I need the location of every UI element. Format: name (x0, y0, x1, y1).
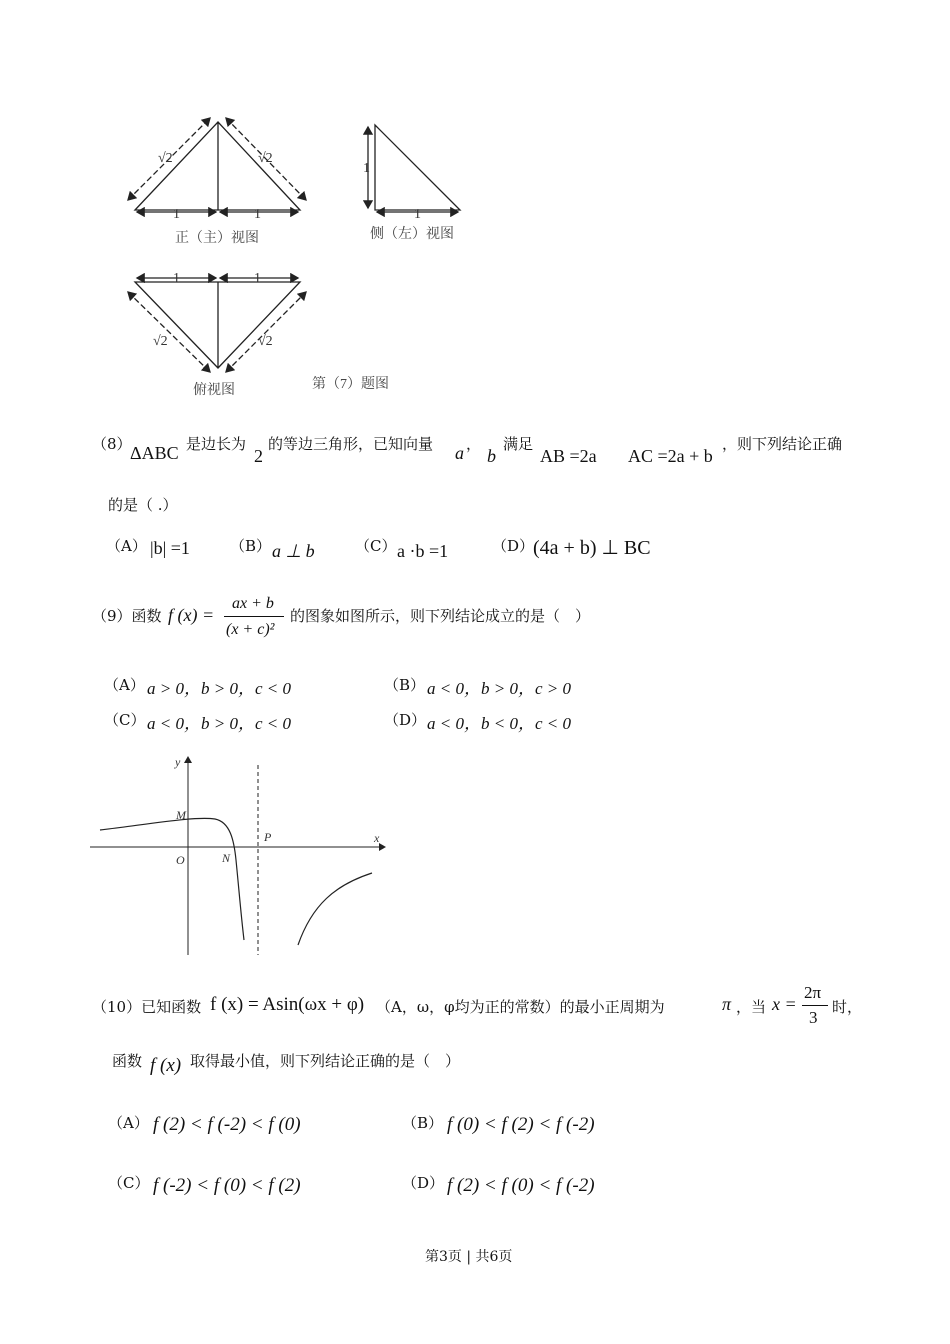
point-m-label: M (176, 808, 186, 822)
q9-option-b-label: （B） (384, 676, 426, 694)
q9-denominator: (x + c)² (226, 621, 275, 638)
y-axis-label: y (175, 755, 181, 769)
q10-option-b-label: （B） (402, 1114, 444, 1132)
dim-label: √2 (153, 334, 168, 349)
top-view-caption: 俯视图 (193, 383, 235, 398)
q8-text: 满足 (503, 435, 534, 453)
q10-text: ，当 (736, 998, 767, 1016)
q8-text: ，则下列结论正确 (722, 435, 843, 453)
q10-number: （10）已知函数 (92, 998, 202, 1016)
front-view (128, 118, 306, 212)
q10-text: （A，ω，φ均为正的常数）的最小正周期为 (376, 998, 665, 1016)
front-view-caption: 正（主）视图 (175, 231, 259, 246)
fraction-bar (224, 616, 284, 617)
q8-option-c-label: （C） (355, 537, 397, 555)
dim-label: √2 (158, 151, 173, 166)
q10-function-2: f (x) (150, 1055, 182, 1076)
q10-fraction-numerator: 2π (804, 983, 822, 1002)
q8-text: 的是（ .） (108, 496, 178, 514)
dim-label: 1 (173, 271, 180, 286)
point-n-label: N (222, 851, 231, 865)
q10-text: 函数 (112, 1052, 143, 1070)
q10-option-b: f (0) < f (2) < f (-2) (447, 1114, 595, 1135)
top-view (128, 278, 306, 372)
q10-text: 时， (832, 998, 863, 1016)
q8-text: 是边长为 (186, 435, 247, 453)
origin-label: O (176, 853, 185, 867)
q9-option-a: a > 0，b > 0，c < 0 (147, 679, 291, 698)
q8-vector-a: a (455, 443, 464, 463)
q9-number: （9）函数 (92, 607, 162, 625)
q10-option-c-label: （C） (108, 1174, 150, 1192)
q8-option-d: (4a + b) ⊥ BC (533, 537, 651, 559)
q8-option-a-label: （A） (106, 537, 147, 555)
q8-equation-2: AC =2a + b (628, 446, 713, 466)
q10-pi: π (722, 994, 732, 1014)
dim-label: √2 (258, 334, 273, 349)
function-graph (90, 755, 385, 955)
q10-option-c: f (-2) < f (0) < f (2) (153, 1175, 301, 1196)
page-footer: 第3页 | 共6页 (425, 1249, 513, 1265)
q10-option-a-label: （A） (108, 1114, 149, 1132)
q10-function: f (x) = Asin(ωx + φ) (210, 994, 365, 1015)
dim-label: 1 (414, 207, 421, 222)
side-view (368, 125, 460, 212)
x-axis-label: x (374, 831, 380, 845)
dim-label: 1 (173, 207, 180, 222)
q10-x: x = (772, 994, 797, 1014)
q9-numerator: ax + b (232, 595, 274, 612)
q8-option-b-label: （B） (230, 537, 272, 555)
q8-option-d-label: （D） (492, 537, 535, 555)
q9-function: f (x) = (168, 605, 215, 625)
q9-option-a-label: （A） (104, 676, 145, 694)
dim-label: 1 (254, 207, 261, 222)
q10-option-d: f (2) < f (0) < f (-2) (447, 1175, 595, 1196)
q8-vector-b: b (487, 446, 496, 466)
q8-option-b: a ⊥ b (272, 541, 315, 561)
q9-option-c-label: （C） (104, 711, 146, 729)
q9-option-d-label: （D） (384, 711, 427, 729)
q9-text: 的图象如图所示，则下列结论成立的是（ ） (290, 607, 591, 625)
q10-text: 取得最小值，则下列结论正确的是（ ） (190, 1052, 461, 1070)
side-view-caption: 侧（左）视图 (370, 227, 454, 242)
q8-value: 2 (254, 446, 263, 466)
q8-triangle: ΔABC (130, 443, 179, 463)
q8-equation-1: AB =2a (540, 446, 597, 466)
q8-option-a: |b| =1 (150, 538, 190, 558)
q9-option-b: a < 0，b > 0，c > 0 (427, 679, 571, 698)
q10-fraction-denominator: 3 (809, 1008, 818, 1027)
figure-caption: 第（7）题图 (312, 377, 389, 392)
dim-label: 1 (363, 161, 370, 176)
point-p-label: P (264, 830, 272, 844)
q8-text: 的等边三角形，已知向量 (268, 435, 434, 453)
q8-option-c: a ·b =1 (397, 541, 449, 561)
q8-number: （8） (92, 435, 132, 453)
q9-option-d: a < 0，b < 0，c < 0 (427, 714, 571, 733)
dim-label: 1 (254, 271, 261, 286)
q8-text: ， (466, 435, 482, 453)
fraction-bar (802, 1005, 828, 1006)
q10-option-d-label: （D） (402, 1174, 445, 1192)
q9-option-c: a < 0，b > 0，c < 0 (147, 714, 291, 733)
dim-label: √2 (258, 151, 273, 166)
q10-option-a: f (2) < f (-2) < f (0) (153, 1114, 301, 1135)
